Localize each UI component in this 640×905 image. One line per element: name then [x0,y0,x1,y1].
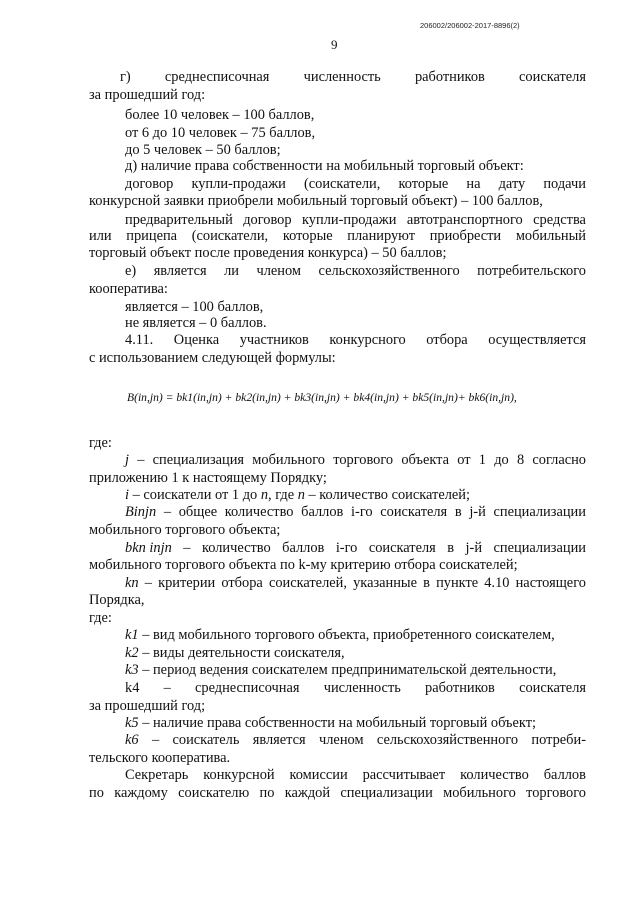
text-line: k5 – наличие права собственности на мобильный торговый объект; [125,715,536,731]
word: критерии [158,575,216,591]
word: соискателя [380,504,448,520]
word: специализации [493,540,586,556]
text-line [125,331,586,349]
text-line [125,451,586,469]
text-line: за прошедший год; [89,698,206,714]
text-line: тельского кооператива. [89,750,231,766]
word: численность [323,680,401,696]
word: дату [498,176,526,192]
text-line: за прошедший год: [89,87,206,103]
text-line: Порядка, [89,592,145,608]
word: среднесписочная [195,680,300,696]
text-line: где: [89,610,112,626]
formula: B(in,jn) = bk1(in,jn) + bk2(in,jn) + bk3(in,jn) + bk4(in,jn) + bk5(in,jn)+ bk6(in,jn), [127,391,517,404]
word: до [494,452,509,468]
word: отбора [426,332,468,348]
text-line: не является – 0 баллов. [125,315,267,331]
word: договор [125,176,174,192]
word: i-го [351,504,373,520]
word: – [144,575,152,591]
text-line: приложению 1 к настоящему Порядку; [89,470,327,486]
word: специализация [152,452,245,468]
word: купли-продажи [191,176,286,192]
text-line [125,262,586,280]
text-line: k1 – вид мобильного торгового объекта, приобретенного соискателем, [125,627,555,643]
word: приобрести [429,228,502,244]
word: сельскохозяйственного [376,732,519,748]
word: комиссии [289,767,348,783]
word: – [183,540,191,556]
word: автотранспортного [406,212,523,228]
symbol: kn [125,575,139,591]
word: по [259,785,275,801]
word: согласно [532,452,586,468]
word: – [151,732,160,748]
word: потреби- [531,732,586,748]
word: соискателя [368,540,436,556]
word: количество [201,540,271,556]
word: на [466,176,481,192]
text-line [125,731,586,749]
word: соискателя [519,680,586,696]
word: мобильный [515,228,586,244]
word: которые [398,176,449,192]
word: баллов [301,504,344,520]
word: е) [125,263,137,279]
text-line: д) наличие права собственности на мобильный торговый объект: [125,158,524,174]
text-line [89,227,586,245]
word: 8 [516,452,525,468]
document-id: 206002/206002-2017-8896(2) [420,21,520,30]
word: является [252,732,306,748]
word: указанные [353,575,417,591]
text-line: мобильного торгового объекта по k-му критерию отбора соискателей; [89,557,518,573]
word: численность [303,69,381,85]
word: договор [243,212,292,228]
word: общее [178,504,218,520]
word: ли [224,263,239,279]
word: 4.11. [125,332,154,348]
text-line: от 6 до 10 человек – 75 баллов, [125,125,316,141]
word: сельскохозяйственного [318,263,460,279]
word: является [153,263,207,279]
word: k4 [125,680,140,696]
word: в [423,575,430,591]
word: (соискатели, [303,176,381,192]
text-line: мобильного торгового объекта; [89,522,281,538]
word: количество [460,767,529,783]
word: отбора [221,575,263,591]
symbol: k6 [125,732,139,748]
word: работников [425,680,495,696]
word: предварительный [125,212,233,228]
symbol: j [125,452,129,468]
word: по [89,785,104,801]
word: среднесписочная [164,69,270,85]
word: торгового [333,452,394,468]
word: в [447,540,455,556]
word: мобильного [443,785,516,801]
word: Оценка [173,332,220,348]
word: соискателя [519,69,586,85]
word: – [163,680,171,696]
word: планируют [347,228,416,244]
word: потребительского [477,263,586,279]
word: 1 [478,452,486,468]
word: мобильного [252,452,325,468]
word: осуществляется [488,332,586,348]
word: специализации [340,785,433,801]
text-line: k3 – период ведения соискателем предпринимательской деятельности, [125,662,557,678]
word: которые [282,228,333,244]
text-line: i – соискатели от 1 до n, где n – количество соискателей; [125,487,470,503]
text-line: является – 100 баллов, [125,299,264,315]
word: баллов [282,540,325,556]
word: – [163,504,172,520]
word: торгового [526,785,586,801]
word: участников [239,332,309,348]
text-line [125,503,586,521]
text-line [125,679,586,697]
text-line: k2 – виды деятельности соискателя, [125,645,345,661]
word: подачи [543,176,586,192]
text-line [125,175,586,193]
word: соискателю [178,785,250,801]
word: (соискатели, [191,228,269,244]
text-line: до 5 человек – 50 баллов; [125,142,281,158]
word: соискателей, [268,575,347,591]
word: работников [414,69,485,85]
symbol: Binjn [125,504,157,520]
word: 4.10 [484,575,510,591]
word: от [457,452,471,468]
text-line [125,766,586,784]
word: членом [256,263,302,279]
word: конкурсного [329,332,406,348]
text-line: с использованием следующей формулы: [89,350,336,366]
word: настоящего [515,575,586,591]
word: каждому [114,785,168,801]
word: средства [533,212,586,228]
text-line [125,574,586,592]
word: г) [120,69,131,85]
word: j-й [469,504,486,520]
word: количество [224,504,294,520]
word: j-й [465,540,483,556]
symbol: bkn injn [125,540,172,556]
text-line: конкурсной заявки приобрели мобильный торговый объект) – 100 баллов, [89,193,543,209]
text-line: кооператива: [89,281,168,297]
text-line [89,784,586,802]
word: членом [319,732,364,748]
word: баллов [543,767,586,783]
text-line [125,539,586,557]
word: каждой [284,785,331,801]
word: в [454,504,462,520]
word: соискатель [172,732,240,748]
word: купли-продажи [302,212,397,228]
word: объекта [401,452,449,468]
page-number: 9 [331,37,338,52]
text-line: торговый объект после проведения конкурса) – 50 баллов; [89,245,447,261]
word: Секретарь [125,767,189,783]
word: рассчитывает [362,767,446,783]
word: – [137,452,145,468]
text-line: где: [89,435,112,451]
word: или [89,228,112,244]
word: пункте [436,575,479,591]
text-line [120,68,586,86]
text-line: более 10 человек – 100 баллов, [125,107,315,123]
word: прицепа [126,228,178,244]
word: i-го [335,540,358,556]
word: специализации [493,504,586,520]
word: конкурсной [203,767,275,783]
